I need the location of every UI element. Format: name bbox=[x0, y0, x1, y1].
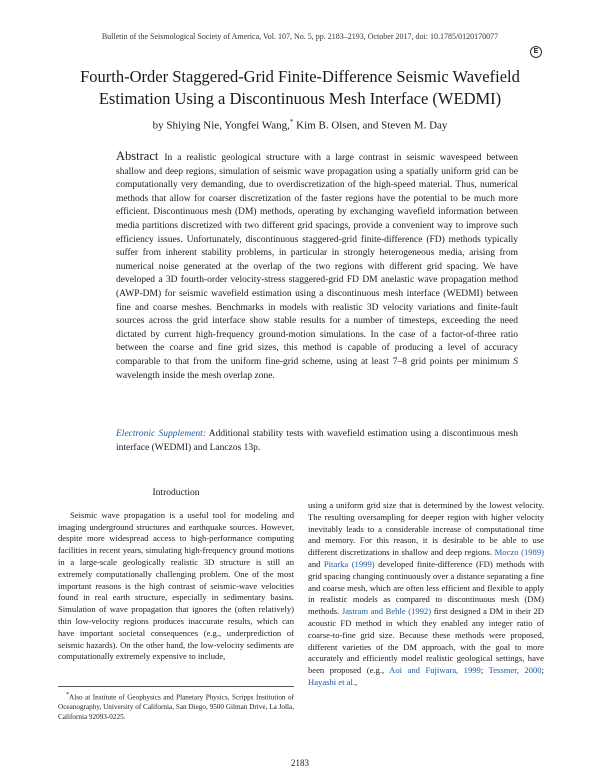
paper-title bbox=[40, 66, 560, 110]
authors-prefix: by Shiying Nie, Yongfei Wang, bbox=[152, 119, 290, 132]
intro-text: using a uniform grid size that is determined by the lowest velocity. The resulting oversampling for deeper region with higher velocity inevitably leads to a considerable increase of computational time and memory. For this reason, it is desirable to be able to use different discretizations in shallow and deep regions. bbox=[308, 500, 544, 558]
intro-text: and bbox=[308, 558, 321, 569]
abstract-label: Abstract bbox=[116, 149, 159, 163]
intro-text: ; bbox=[480, 665, 484, 676]
abstract bbox=[116, 150, 518, 383]
citation-jastram-behle-1992[interactable]: Jastram and Behle (1992) bbox=[341, 606, 432, 617]
footnote-text bbox=[58, 690, 294, 722]
author-footnote bbox=[58, 686, 294, 722]
footnote-mark: * bbox=[66, 692, 69, 698]
citation-aoi-fujiwara-1999[interactable]: Aoi and Fujiwara, 1999 bbox=[389, 665, 481, 676]
intro-text: developed finite-difference (FD) methods with grid spacing changing continuously over a distance separating a fine and coarse mesh, which are often less efficient and flexible to apply in realistic models as compared to discontinuous mesh (DM) methods. bbox=[308, 558, 545, 617]
intro-paragraph-left: Seismic wave propagation is a useful tool for modeling and imaging underground structures and earthquake sources. However, despite more widespread access to high-performance computing facilities in recent years, simulating high-frequency ground motions in a large-scale geologically realistic 3D structure is still an extremely computationally challenging problem. One of the most important reasons is the high contrast of seismic-wave velocities found in real earth structure, especially in sedimentary basins. Simulation of wave propagation that ignores the (often relatively) thin low-velocity regions produces inaccurate results, which can have important societal consequences (e.g., underprediction of seismic hazards). On the other hand, the low-velocity sediments are computationally extremely expensive to include, bbox=[58, 509, 294, 662]
title-line-2: Estimation Using a Discontinuous Mesh Interface (WEDMI) bbox=[98, 89, 502, 108]
page-number: 2183 bbox=[291, 758, 309, 768]
electronic-supplement bbox=[116, 428, 518, 455]
journal-header: Bulletin of the Seismological Society of America, Vol. 107, No. 5, pp. 2183–2193, October 2017, doi: 10.1785/0120170077 bbox=[101, 32, 499, 41]
footnote-body: Also at Institute of Geophysics and Planetary Physics, Scripps Institution of Oceanography, University of California, San Diego, 9500 Gilman Drive, La Jolla, California 92093-0225. bbox=[58, 693, 294, 722]
citation-moczo-1989[interactable]: Moczo (1989) bbox=[494, 547, 544, 558]
citation-pitarka-1999[interactable]: Pitarka (1999) bbox=[323, 558, 375, 569]
left-column bbox=[58, 488, 294, 663]
intro-text: , bbox=[355, 676, 358, 687]
abstract-text: In a realistic geological structure with a large contrast in seismic wavespeed between shallow and deep regions, simulation of seismic wave propagation using a spatially uniform grid can be computationally very demanding, due to overdiscretization of the high-speed material. Thus, numerical methods that allow for coarser discretization of the faster regions have the potential to be much more efficient. Discontinuous mesh (DM) methods, operating by exchanging wavefield information between media partitions discretized with two different grid spacings, provide a convenient way to improve such efficiency issues. Unfortunately, discontinuous staggered-grid finite-difference (FD) methods typically suffer from inherent stability problems, in particular in strongly heterogeneous media, arising from numerical noise generated at the overlap of the two regions with different grid spacing. We have developed a 3D fourth-order velocity-stress staggered-grid FD DM anelastic wave propagation method (AWP-DM) for seismic wavefield estimation using a discontinuous mesh interface (WEDMI) between fine and coarse meshes. Benchmarks in models with realistic 3D velocity variations and finite-fault sources across the grid interface show stable results for a number of timesteps, exceeding the need dictated by current high-frequency ground-motion simulations. In the case of a factor-of-three ratio between the coarse and fine grid sizes, this method is capable of producing a level of accuracy comparable to that from the uniform fine-grid scheme, using at least 7–8 grid points per minimum bbox=[116, 153, 518, 367]
author-list bbox=[40, 118, 560, 132]
authors-suffix: Kim B. Olsen, and Steven M. Day bbox=[293, 119, 448, 132]
intro-text: first designed a DM in their 2D acoustic FD method in which they enabled any integer ratio of coarse-to-fine grid size. Because these methods were proposed, different varieties of the DM approach, with the goal to more accurately and efficiently model realistic geological settings, have been proposed (e.g., bbox=[308, 606, 544, 676]
citation-tessmer-2000[interactable]: Tessmer, 2000 bbox=[488, 665, 542, 676]
abstract-text-end: wavelength inside the mesh overlap zone. bbox=[116, 370, 275, 381]
esupp-text: Additional stability tests with wavefield estimation using a discontinuous mesh interface (WEDMI) and Lanczos 13p. bbox=[116, 429, 518, 453]
intro-text: ; bbox=[541, 665, 544, 676]
esupp-link[interactable]: Electronic Supplement: bbox=[116, 429, 206, 439]
title-line-1: Fourth-Order Staggered-Grid Finite-Difference Seismic Wavefield bbox=[80, 67, 520, 86]
abstract-s-symbol: S bbox=[513, 356, 519, 367]
introduction-heading: Introduction bbox=[152, 488, 200, 498]
citation-hayashi-et-al[interactable]: Hayashi et al. bbox=[308, 676, 356, 687]
electronic-supplement-icon[interactable]: E bbox=[530, 46, 542, 58]
right-column bbox=[308, 500, 544, 689]
author-footnote-mark: * bbox=[289, 118, 294, 126]
